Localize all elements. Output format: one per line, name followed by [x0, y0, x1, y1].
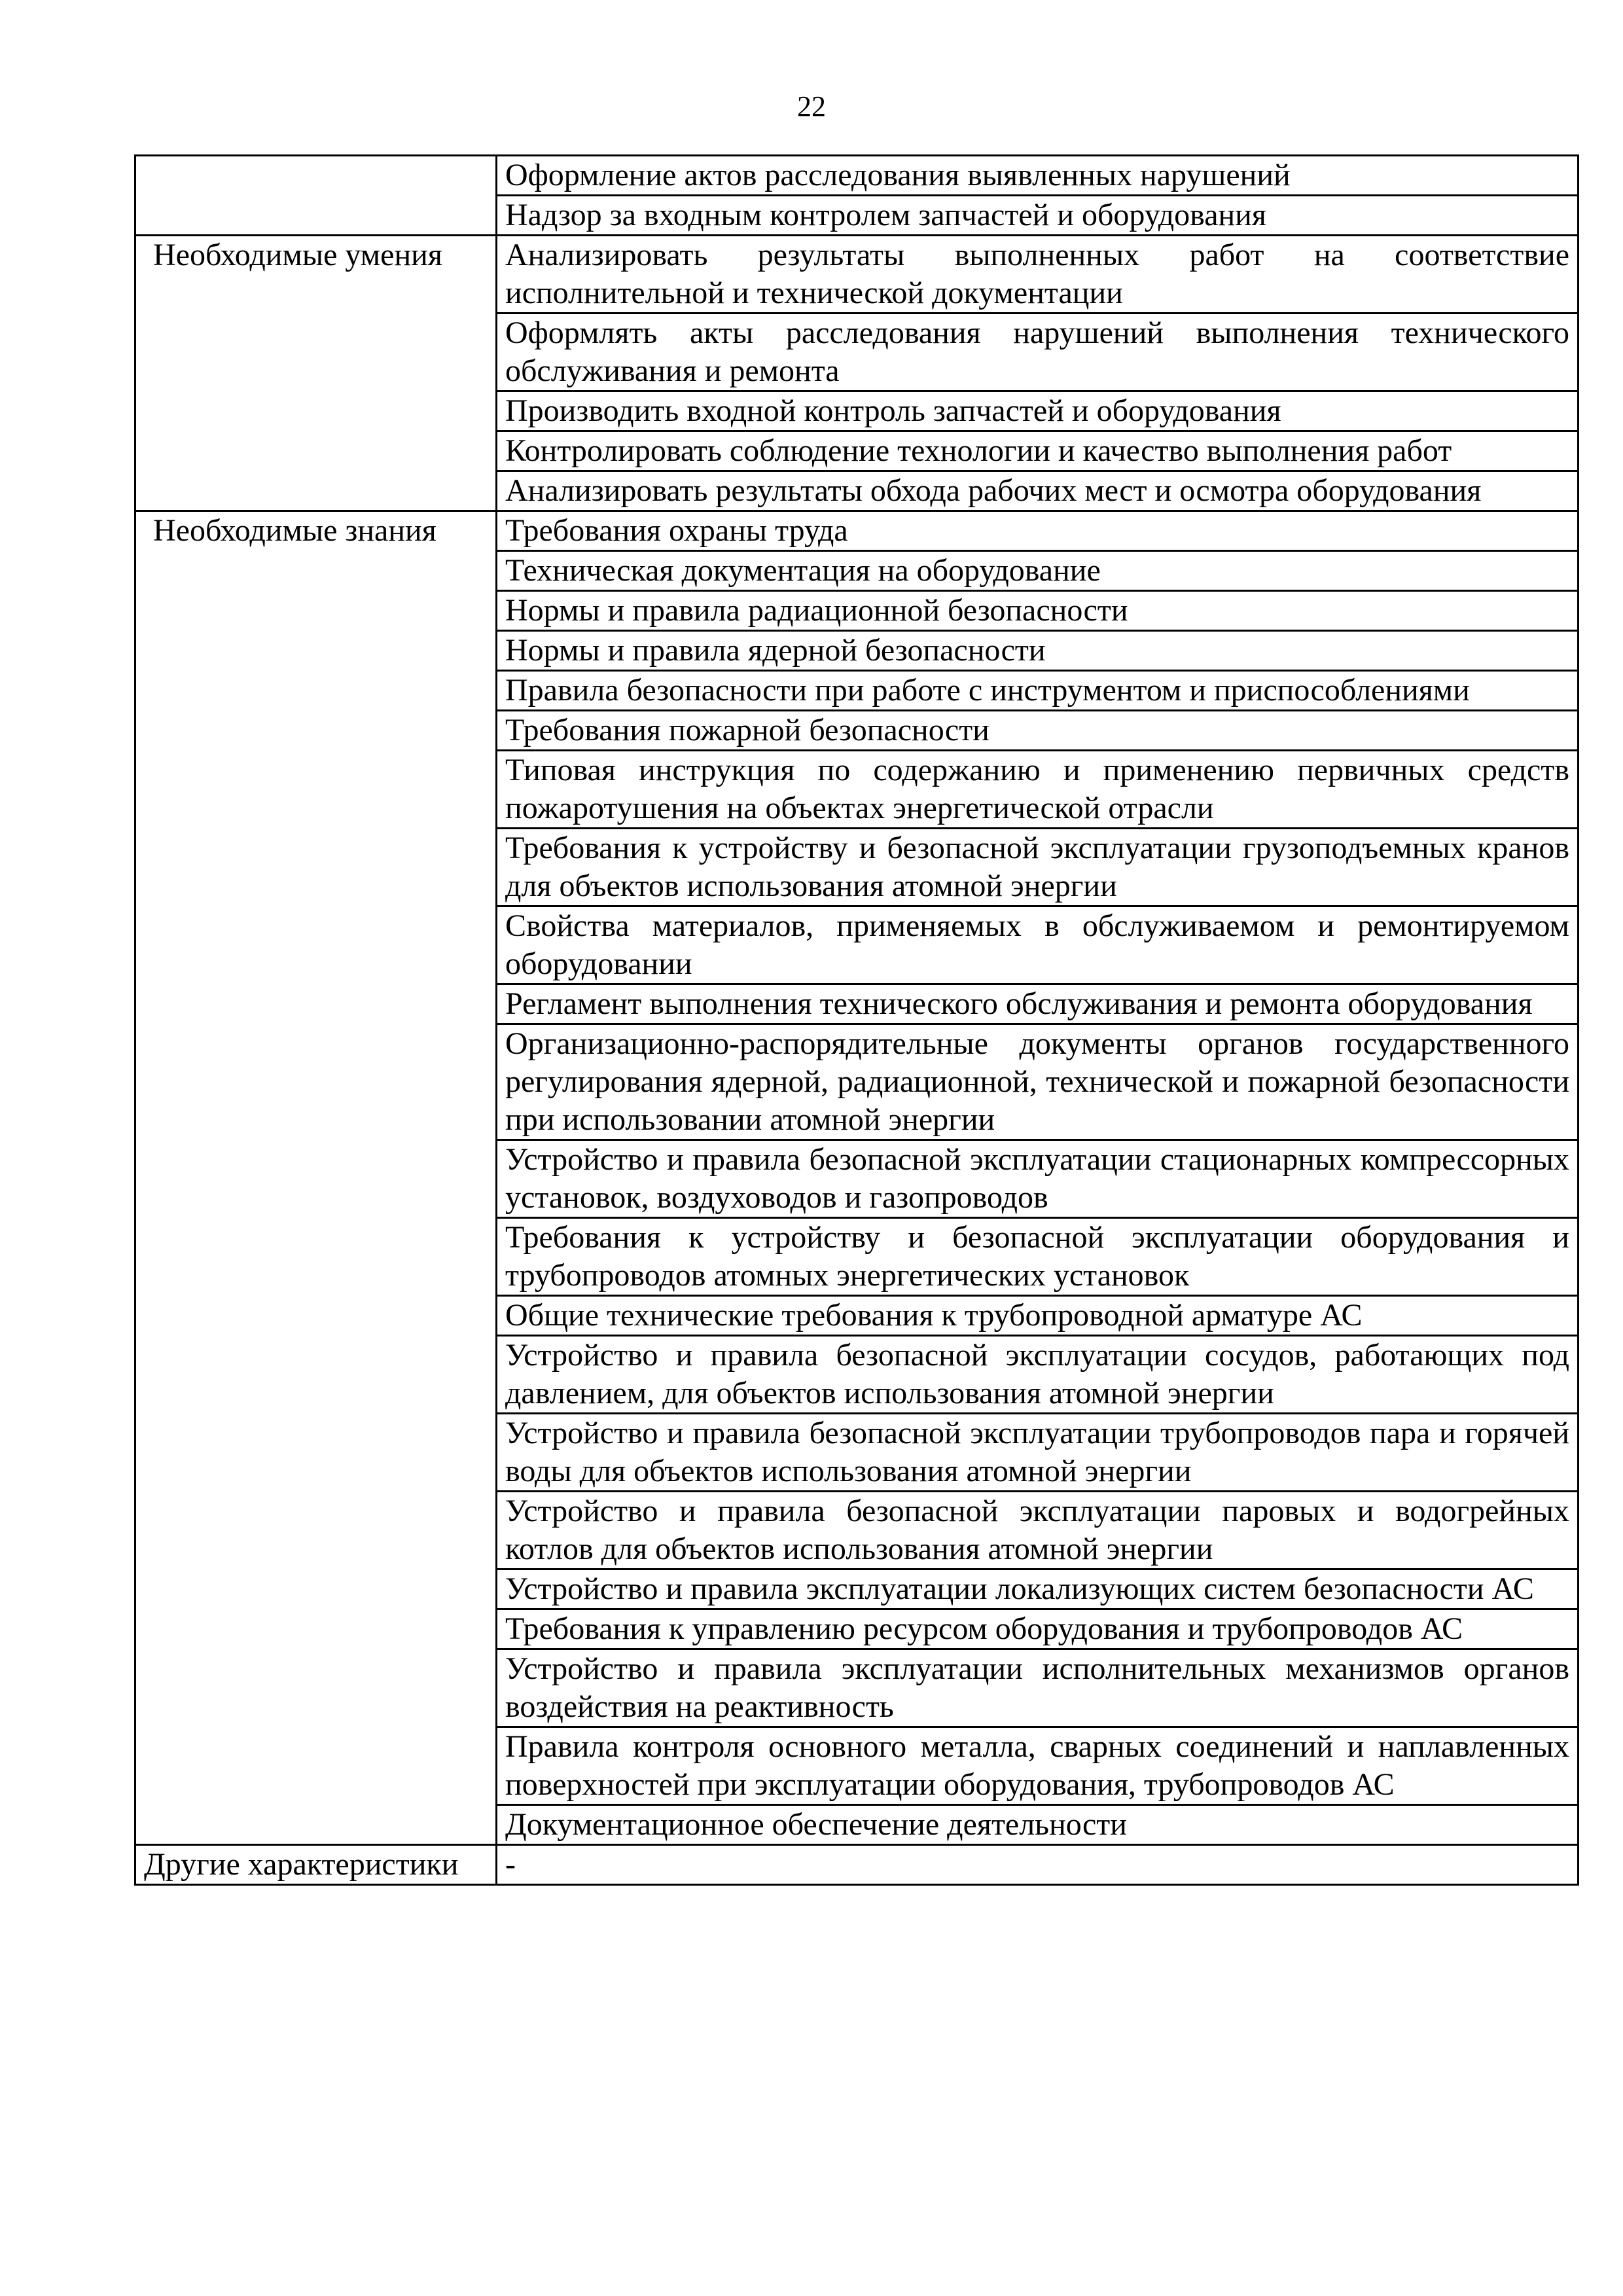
empty-label-cell	[135, 471, 497, 511]
table-row	[135, 1845, 1578, 1885]
table-row	[135, 1414, 1578, 1492]
table-row	[135, 906, 1578, 984]
table-row	[135, 391, 1578, 431]
empty-label-cell	[135, 984, 497, 1024]
empty-label-cell	[135, 1805, 497, 1845]
table-row	[135, 711, 1578, 751]
table-cell: Правила безопасности при работе с инструментом и приспособлениями	[497, 671, 1578, 711]
table-row	[135, 984, 1578, 1024]
empty-label-cell	[135, 196, 497, 236]
table-cell: Общие технические требования к трубопроводной арматуре АС	[497, 1296, 1578, 1336]
table-row	[135, 1649, 1578, 1727]
knowledge-label: Необходимые знания	[135, 511, 497, 551]
table-cell: Устройство и правила эксплуатации локализующих систем безопасности АС	[497, 1570, 1578, 1609]
empty-label-cell	[135, 631, 497, 671]
empty-label-cell	[135, 1570, 497, 1609]
table-cell: Анализировать результаты обхода рабочих мест и осмотра оборудования	[497, 471, 1578, 511]
skills-label: Необходимые умения	[135, 236, 497, 314]
empty-label-cell	[135, 1609, 497, 1649]
empty-label-cell	[135, 1296, 497, 1336]
empty-label-cell	[135, 1414, 497, 1492]
table-cell: Устройство и правила эксплуатации исполнительных механизмов органов воздействия на реактивность	[497, 1649, 1578, 1727]
table-row	[135, 196, 1578, 236]
table-row	[135, 1140, 1578, 1218]
empty-label-cell	[135, 1140, 497, 1218]
table-row	[135, 471, 1578, 511]
table-row	[135, 236, 1578, 314]
table-cell: Оформлять акты расследования нарушений выполнения технического обслуживания и ремонта	[497, 314, 1578, 391]
table-cell: Свойства материалов, применяемых в обслуживаемом и ремонтируемом оборудовании	[497, 906, 1578, 984]
table-row	[135, 431, 1578, 471]
table-cell: Требования охраны труда	[497, 511, 1578, 551]
table-cell: Устройство и правила безопасной эксплуатации паровых и водогрейных котлов для объектов использования атомной энергии	[497, 1492, 1578, 1570]
table-cell: Требования к устройству и безопасной эксплуатации оборудования и трубопроводов атомных энергетических установок	[497, 1218, 1578, 1296]
empty-label-cell	[135, 591, 497, 631]
empty-label-cell	[135, 551, 497, 591]
page-number: 22	[797, 90, 826, 122]
empty-label-cell	[135, 431, 497, 471]
table-row	[135, 1727, 1578, 1805]
table-cell: Анализировать результаты выполненных работ на соответствие исполнительной и технической документации	[497, 236, 1578, 314]
table-cell: Устройство и правила безопасной эксплуатации стационарных компрессорных установок, воздуховодов и газопроводов	[497, 1140, 1578, 1218]
table-cell: Нормы и правила радиационной безопасности	[497, 591, 1578, 631]
table-cell: Регламент выполнения технического обслуживания и ремонта оборудования	[497, 984, 1578, 1024]
empty-label-cell	[135, 906, 497, 984]
table-row	[135, 1296, 1578, 1336]
table-row	[135, 1336, 1578, 1414]
empty-label-cell	[135, 1649, 497, 1727]
table-row	[135, 1024, 1578, 1140]
table-row	[135, 829, 1578, 906]
table-cell: Надзор за входным контролем запчастей и оборудования	[497, 196, 1578, 236]
empty-label-cell	[135, 156, 497, 196]
table-cell: Правила контроля основного металла, сварных соединений и наплавленных поверхностей при эксплуатации оборудования, трубопроводов АС	[497, 1727, 1578, 1805]
table-cell: Нормы и правила ядерной безопасности	[497, 631, 1578, 671]
empty-label-cell	[135, 1492, 497, 1570]
table-row	[135, 671, 1578, 711]
table-row	[135, 314, 1578, 391]
empty-label-cell	[135, 314, 497, 391]
table-row	[135, 511, 1578, 551]
empty-label-cell	[135, 1336, 497, 1414]
table-cell: Типовая инструкция по содержанию и применению первичных средств пожаротушения на объектах энергетической отрасли	[497, 751, 1578, 829]
other-value: -	[497, 1845, 1578, 1885]
table-row	[135, 156, 1578, 196]
table-cell: Требования к устройству и безопасной эксплуатации грузоподъемных кранов для объектов использования атомной энергии	[497, 829, 1578, 906]
table-row	[135, 1609, 1578, 1649]
table-row	[135, 751, 1578, 829]
table-cell: Документационное обеспечение деятельности	[497, 1805, 1578, 1845]
empty-label-cell	[135, 1727, 497, 1805]
table-cell: Производить входной контроль запчастей и оборудования	[497, 391, 1578, 431]
table-cell: Устройство и правила безопасной эксплуатации трубопроводов пара и горячей воды для объектов использования атомной энергии	[497, 1414, 1578, 1492]
table-cell: Требования пожарной безопасности	[497, 711, 1578, 751]
empty-label-cell	[135, 671, 497, 711]
other-label: Другие характеристики	[135, 1845, 497, 1885]
table-row	[135, 1570, 1578, 1609]
table-cell: Контролировать соблюдение технологии и качество выполнения работ	[497, 431, 1578, 471]
empty-label-cell	[135, 391, 497, 431]
table-row	[135, 551, 1578, 591]
empty-label-cell	[135, 1024, 497, 1140]
empty-label-cell	[135, 711, 497, 751]
table-row	[135, 1492, 1578, 1570]
empty-label-cell	[135, 751, 497, 829]
table-cell: Техническая документация на оборудование	[497, 551, 1578, 591]
empty-label-cell	[135, 1218, 497, 1296]
table-row	[135, 1805, 1578, 1845]
table-cell: Устройство и правила безопасной эксплуатации сосудов, работающих под давлением, для объектов использования атомной энергии	[497, 1336, 1578, 1414]
table-row	[135, 631, 1578, 671]
table-row	[135, 1218, 1578, 1296]
table-cell: Требования к управлению ресурсом оборудования и трубопроводов АС	[497, 1609, 1578, 1649]
empty-label-cell	[135, 829, 497, 906]
table-row	[135, 591, 1578, 631]
table-cell: Оформление актов расследования выявленных нарушений	[497, 156, 1578, 196]
job-requirements-table	[134, 154, 1579, 1886]
table-cell: Организационно-распорядительные документы органов государственного регулирования ядерной, радиационной, технической и пожарной безопасности при использовании атомной энергии	[497, 1024, 1578, 1140]
